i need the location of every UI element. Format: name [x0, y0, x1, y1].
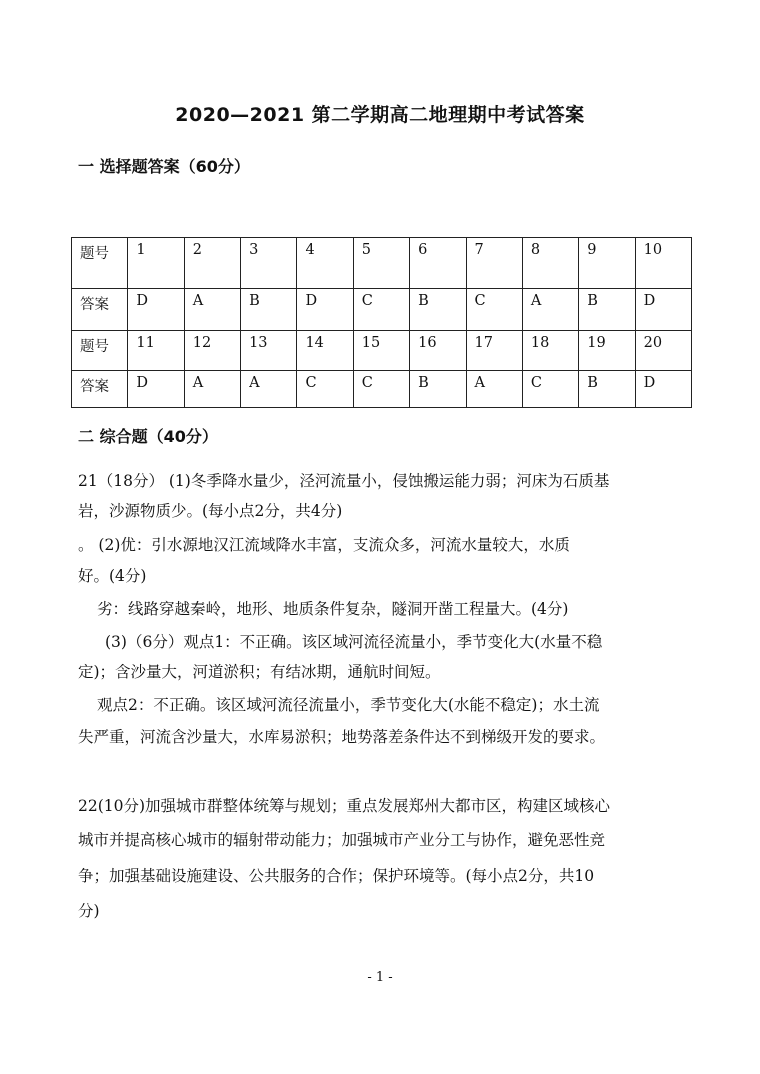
section-heading-comprehensive: 二 综合题（40分） — [78, 427, 218, 446]
table-cell: 12 — [184, 331, 240, 371]
q21-line-5: 劣：线路穿越秦岭，地形、地质条件复杂，隧洞开凿工程量大。(4分) — [97, 600, 569, 618]
table-cell: B — [241, 289, 297, 331]
table-cell: C — [353, 371, 409, 408]
q21-line-9: 失严重，河流含沙量大，水库易淤积；地势落差条件达不到梯级开发的要求。 — [78, 728, 606, 746]
table-cell: 19 — [579, 331, 635, 371]
q21-line-6: (3)（6分）观点1：不正确。该区域河流径流量小，季节变化大(水量不稳 — [105, 633, 603, 651]
q21-line-4: 好。(4分) — [78, 567, 147, 585]
table-cell: D — [635, 289, 691, 331]
table-cell: B — [410, 371, 466, 408]
table-cell: A — [466, 371, 522, 408]
table-cell: C — [297, 371, 353, 408]
table-cell: C — [466, 289, 522, 331]
table-cell: 10 — [635, 238, 691, 289]
table-cell: 2 — [184, 238, 240, 289]
table-cell: A — [522, 289, 578, 331]
table-row — [72, 289, 692, 331]
table-cell: A — [184, 289, 240, 331]
q21-line-1: 21（18分） (1)冬季降水量少，泾河流量小，侵蚀搬运能力弱；河床为石质基 — [78, 472, 610, 490]
q22-line-2: 城市并提高核心城市的辐射带动能力；加强城市产业分工与协作，避免恶性竞 — [78, 831, 606, 849]
q22-line-3: 争；加强基础设施建设、公共服务的合作；保护环境等。(每小点2分，共10 — [78, 867, 595, 885]
q21-line-8: 观点2：不正确。该区域河流径流量小，季节变化大(水能不稳定)；水土流 — [97, 696, 600, 714]
table-cell: D — [297, 289, 353, 331]
table-row-header-cell: 题号 — [72, 238, 128, 289]
table-cell: 13 — [241, 331, 297, 371]
table-cell: D — [128, 289, 184, 331]
table-cell: B — [410, 289, 466, 331]
table-cell: C — [353, 289, 409, 331]
section-heading-choice: 一 选择题答案（60分） — [78, 157, 250, 176]
page-title: 2020—2021 第二学期高二地理期中考试答案 — [175, 104, 585, 126]
q21-line-2: 岩，沙源物质少。(每小点2分，共4分) — [78, 502, 343, 520]
table-row — [72, 331, 692, 371]
q21-line-7: 定)；含沙量大，河道淤积；有结冰期，通航时间短。 — [78, 663, 441, 681]
table-cell: 20 — [635, 331, 691, 371]
table-cell: 6 — [410, 238, 466, 289]
table-cell: B — [579, 289, 635, 331]
table-cell: A — [184, 371, 240, 408]
table-cell: 3 — [241, 238, 297, 289]
table-cell: D — [128, 371, 184, 408]
table-row-header-cell: 题号 — [72, 331, 128, 371]
q21-line-3: 。 (2)优：引水源地汉江流域降水丰富，支流众多，河流水量较大，水质 — [78, 536, 570, 554]
table-cell: 16 — [410, 331, 466, 371]
table-cell: 17 — [466, 331, 522, 371]
table-cell: B — [579, 371, 635, 408]
table-cell: 11 — [128, 331, 184, 371]
table-cell: 15 — [353, 331, 409, 371]
table-cell: 9 — [579, 238, 635, 289]
table-cell: 5 — [353, 238, 409, 289]
table-cell: 7 — [466, 238, 522, 289]
table-cell: D — [635, 371, 691, 408]
table-row — [72, 371, 692, 408]
table-cell: 8 — [522, 238, 578, 289]
table-row — [72, 238, 692, 289]
table-row-header-cell: 答案 — [72, 371, 128, 408]
table-cell: C — [522, 371, 578, 408]
table-cell: 18 — [522, 331, 578, 371]
table-cell: A — [241, 371, 297, 408]
q22-line-1: 22(10分)加强城市群整体统筹与规划；重点发展郑州大都市区，构建区域核心 — [78, 797, 611, 815]
table-row-header-cell: 答案 — [72, 289, 128, 331]
table-cell: 1 — [128, 238, 184, 289]
q22-line-4: 分) — [78, 902, 100, 920]
table-cell: 4 — [297, 238, 353, 289]
table-cell: 14 — [297, 331, 353, 371]
page-number: - 1 - — [367, 970, 393, 985]
answer-table — [71, 237, 692, 408]
